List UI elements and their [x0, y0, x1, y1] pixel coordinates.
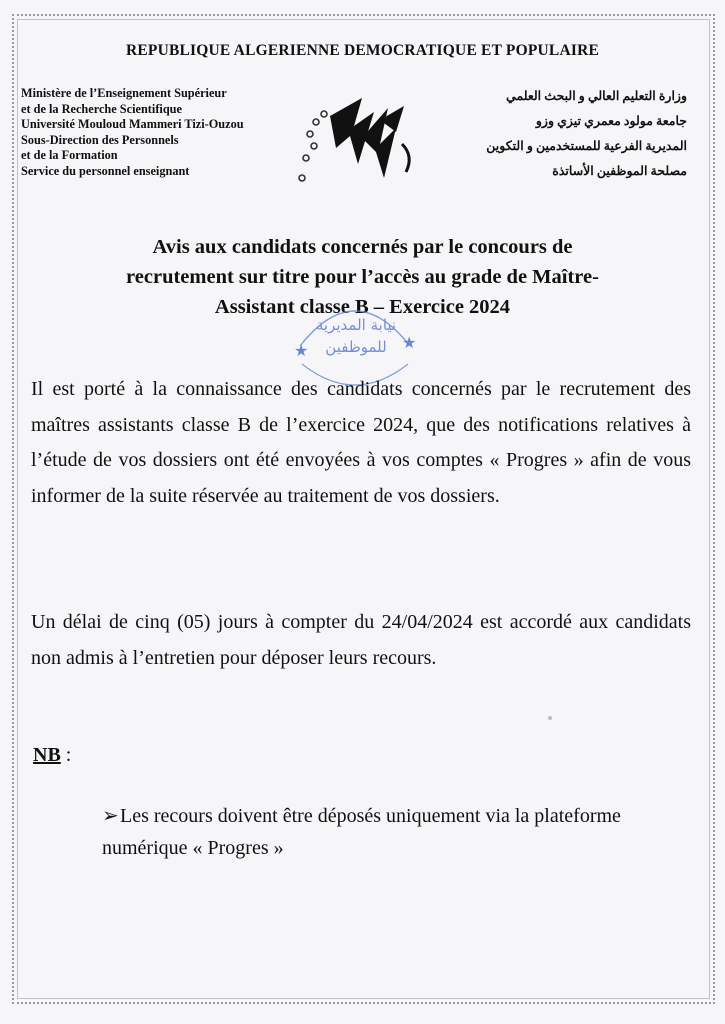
arrow-bullet-icon: ➢ — [102, 805, 119, 827]
institution-line: Sous-Direction des Personnels — [21, 132, 179, 147]
republic-heading: REPUBLIQUE ALGERIENNE DEMOCRATIQUE ET POPULAIRE — [125, 42, 600, 59]
nb-bullet-text: Les recours doivent être déposés uniquement via la plateforme numérique « Progres » — [102, 805, 621, 859]
institution-line-ar: جامعة مولود معمري تيزي وزو — [535, 114, 687, 128]
institution-line: Université Mouloud Mammeri Tizi-Ouzou — [21, 117, 244, 131]
institution-line: et de la Recherche Scientifique — [21, 101, 182, 116]
scan-speck — [548, 716, 552, 720]
paragraph-notification: Il est porté à la connaissance des candidats concernés par le recrutement des maîtres assistants classe B de l’exercice 2024, que des notifications relatives à l’étude de vos dossiers ont été envoyées à vos comptes « Progres » afin de vous informer de la suite réservée au traitement de vos dossiers. — [31, 378, 691, 507]
university-logo — [292, 86, 422, 196]
svg-text:★: ★ — [294, 341, 309, 360]
institution-line-ar: وزارة التعليم العالي و البحث العلمي — [506, 89, 687, 103]
nb-bullet — [102, 800, 662, 864]
institution-line-ar: المديرية الفرعية للمستخدمين و التكوين — [486, 139, 687, 153]
title-line: Avis aux candidats concernés par le concours de — [152, 236, 573, 258]
institution-line-ar: مصلحة الموظفين الأساتذة — [552, 164, 687, 178]
institution-line: Ministère de l’Enseignement Supérieur — [21, 86, 227, 100]
stamp-line: للموظفين — [325, 338, 387, 356]
title-line: Assistant classe B – Exercice 2024 — [214, 296, 511, 318]
institution-line: Service du personnel enseignant — [21, 163, 190, 178]
svg-text:★: ★ — [402, 333, 417, 352]
nb-colon: : — [60, 744, 72, 766]
institution-french — [21, 86, 291, 179]
nb-heading — [33, 744, 71, 767]
nb-label: NB — [33, 744, 61, 766]
title-line: recrutement sur titre pour l’accès au grade de Maître- — [126, 266, 599, 288]
institution-line: et de la Formation — [21, 148, 118, 162]
paragraph-deadline: Un délai de cinq (05) jours à compter du 24/04/2024 est accordé aux candidats non admis à l’entretien pour déposer leurs recours. — [31, 611, 691, 669]
stamp-line: نيابة المديرية — [315, 316, 397, 334]
institution-arabic — [427, 84, 687, 184]
